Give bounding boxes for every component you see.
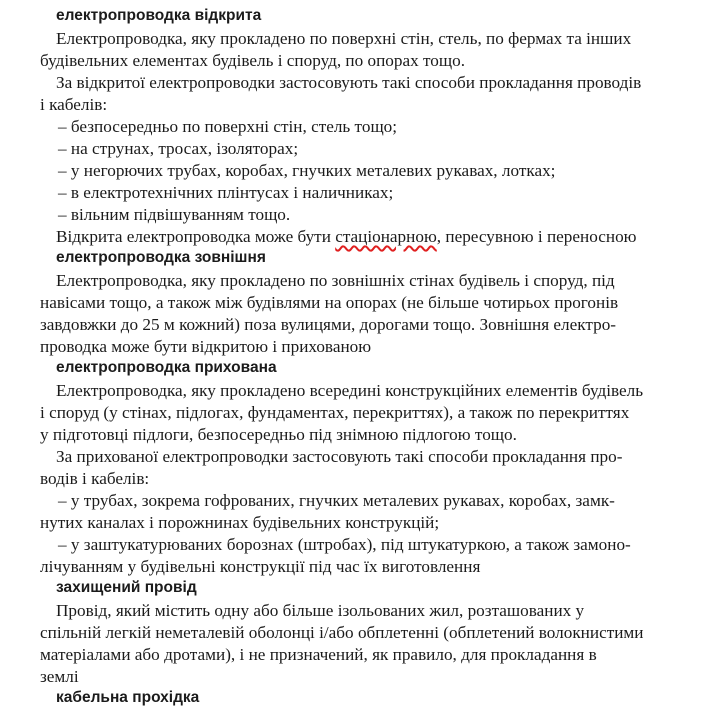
term-heading: електропроводка відкрита (56, 7, 262, 24)
spellcheck-flagged-word[interactable]: стаціонарною (335, 227, 437, 246)
definition-line: Електропроводка, яку прокладено по поверхні стін, стель, по фермах та інших (56, 29, 632, 48)
list-item: – у негорючих трубах, коробах, гнучких металевих рукавах, лотках; (58, 161, 556, 180)
definition-line: землі (40, 667, 79, 686)
list-item: – вільним підвішуванням тощо. (58, 205, 291, 224)
term-heading: електропроводка зовнішня (56, 249, 266, 266)
text-segment: Відкрита електропроводка може бути (56, 227, 336, 246)
definition-line: За відкритої електропроводки застосовують такі способи прокладання проводів (56, 73, 642, 92)
list-item: – в електротехнічних плінтусах і наличниках; (58, 183, 394, 202)
definition-line: у підготовці підлоги, безпосередньо під знімною підлогою тощо. (40, 425, 517, 444)
term-heading: захищений провід (56, 579, 197, 596)
list-item: – у заштукатурюваних борознах (штробах), під штукатуркою, а також замоно- (58, 535, 631, 554)
definition-line (56, 226, 637, 248)
text-segment: , пересувною і переносною (436, 227, 637, 246)
definition-line: завдовжки до 25 м кожний) поза вулицями, дорогами тощо. Зовнішня електро- (40, 315, 617, 334)
definition-line: будівельних елементах будівель і споруд, по опорах тощо. (40, 51, 466, 70)
definition-line: Електропроводка, яку прокладено всередині конструкційних елементів будівель (56, 381, 644, 400)
definition-line: водів і кабелів: (40, 469, 150, 488)
definition-line: навісами тощо, а також між будівлями на опорах (не більше чотирьох прогонів (40, 293, 619, 312)
definition-line: За прихованої електропроводки застосовують такі способи прокладання про- (56, 447, 623, 466)
definition-line: Електропроводка, яку прокладено по зовнішніх стінах будівель і споруд, під (56, 271, 615, 290)
definition-line: і споруд (у стінах, підлогах, фундаментах, перекриттях), а також по перекриттях (40, 403, 630, 422)
list-item: лічуванням у будівельні конструкції під час їх виготовлення (40, 557, 481, 576)
list-item: – на струнах, тросах, ізоляторах; (58, 139, 299, 158)
definition-line: проводка може бути відкритою і прихованою (40, 337, 372, 356)
definition-line: спільній легкій неметалевій оболонці і/або обплетенні (обплетений волокнистими (40, 623, 644, 642)
list-item: нутих каналах і порожнинах будівельних конструкцій; (40, 513, 440, 532)
definition-line: Провід, який містить одну або більше ізольованих жил, розташованих у (56, 601, 585, 620)
term-heading: кабельна прохідка (56, 689, 200, 706)
list-item: – безпосередньо по поверхні стін, стель тощо; (58, 117, 398, 136)
definition-line: і кабелів: (40, 95, 108, 114)
term-heading: електропроводка прихована (56, 359, 277, 376)
list-item: – у трубах, зокрема гофрованих, гнучких металевих рукавах, коробах, замк- (58, 491, 615, 510)
definition-line: матеріалами або дротами), і не призначений, як правило, для прокладання в (40, 645, 597, 664)
